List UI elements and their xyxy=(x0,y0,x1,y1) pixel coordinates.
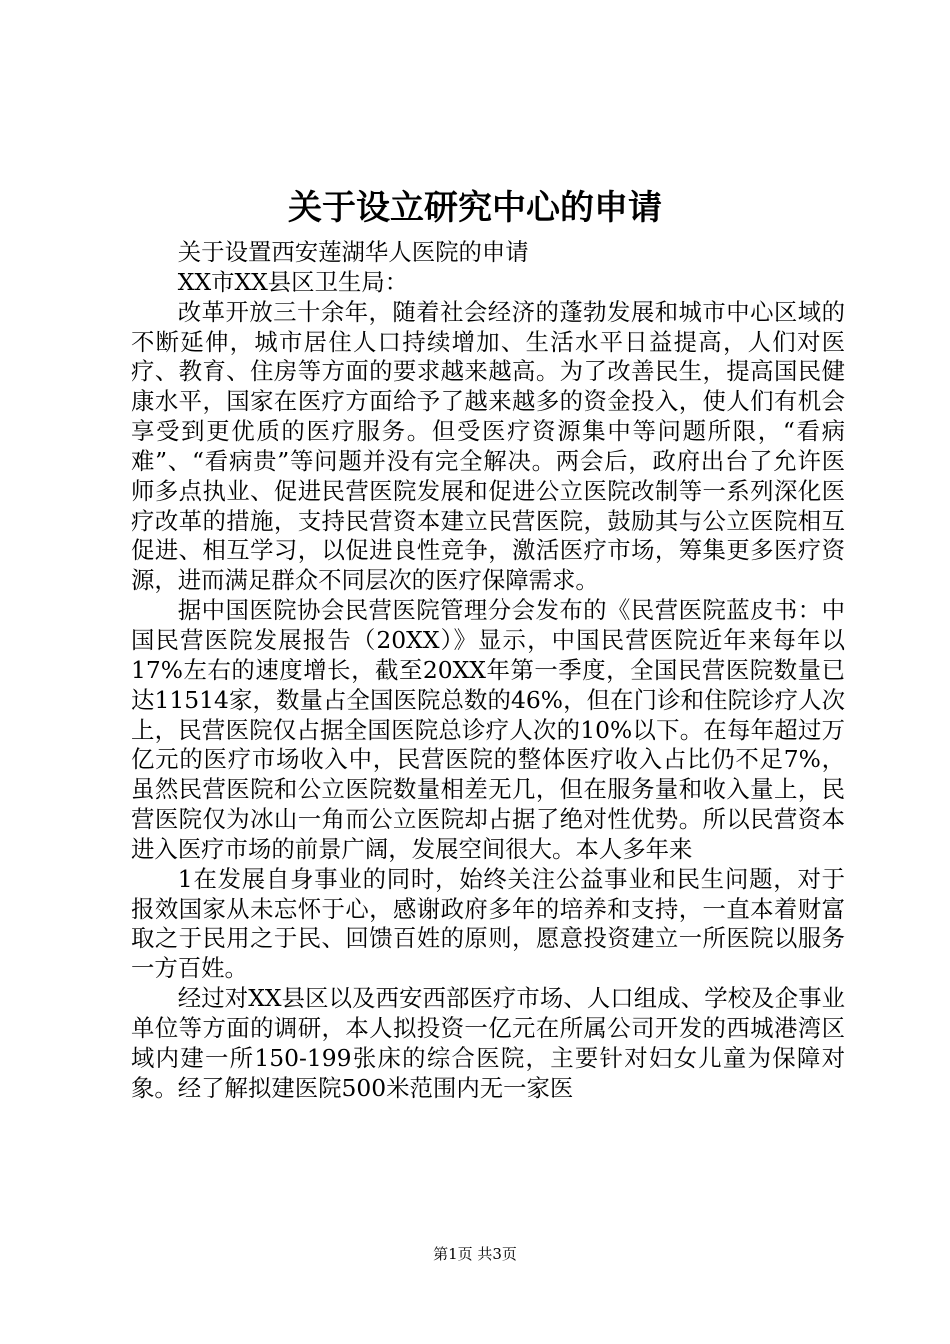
paragraph-statistics: 据中国医院协会民营医院管理分会发布的《民营医院蓝皮书：中国民营医院发展报告（20XX）》显示，中国民营医院近年来每年以17%左右的速度增长，截至20XX年第一季度，全国民营医院数量已达11514家，数量占全国医院总数的46%，但在门诊和住院诊疗人次上，民营医院仅占据全国医院总诊疗人次的10%以下。在每年超过万亿元的医疗市场收入中，民营医院的整体医疗收入占比仍不足7%，虽然民营医院和公立医院数量相差无几，但在服务量和收入量上，民营医院仅为冰山一角而公立医院却占据了绝对性优势。所以民营资本进入医疗市场的前景广阔，发展空间很大。本人多年来 xyxy=(131,596,845,863)
paragraph-motivation: 1在发展自身事业的同时，始终关注公益事业和民生问题，对于报效国家从未忘怀于心，感谢政府多年的培养和支持，一直本着财富取之于民用之于民、回馈百姓的原则，愿意投资建立一所医院以服务一方百姓。 xyxy=(131,864,845,983)
paragraph-background: 改革开放三十余年，随着社会经济的蓬勃发展和城市中心区域的不断延伸，城市居住人口持续增加、生活水平日益提高，人们对医疗、教育、住房等方面的要求越来越高。为了改善民生，提高国民健康水平，国家在医疗方面给予了越来越多的资金投入，使人们有机会享受到更优质的医疗服务。但受医疗资源集中等问题所限，“看病难”、“看病贵”等问题并没有完全解决。两会后，政府出台了允许医师多点执业、促进民营医院发展和促进公立医院改制等一系列深化医疗改革的措施，支持民营资本建立民营医院，鼓励其与公立医院相互促进、相互学习，以促进良性竞争，激活医疗市场，筹集更多医疗资源，进而满足群众不同层次的医疗保障需求。 xyxy=(131,297,845,595)
addressee-line: XX市XX县区卫生局： xyxy=(177,267,409,296)
document-body xyxy=(131,238,845,1103)
subject-line: 关于设置西安莲湖华人医院的申请 xyxy=(177,238,529,266)
paragraph-plan: 经过对XX县区以及西安西部医疗市场、人口组成、学校及企事业单位等方面的调研，本人拟投资一亿元在所属公司开发的西城港湾区域内建一所150-199张床的综合医院，主要针对妇女儿童为保障对象。经了解拟建医院500米范围内无一家医 xyxy=(131,984,845,1102)
document-title: 关于设立研究中心的申请 xyxy=(288,188,662,228)
page-footer: 第1页 共3页 xyxy=(433,1245,517,1263)
